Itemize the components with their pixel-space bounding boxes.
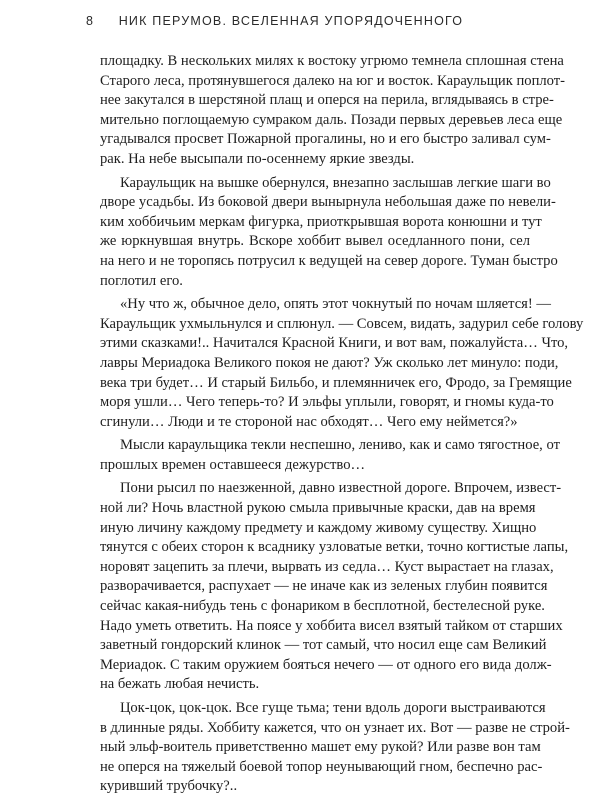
paragraph — [100, 436, 560, 475]
text-line: Надо уметь ответить. На поясе у хоббита висел взятый тайком от старших — [100, 617, 563, 634]
text-line: Мериадок. С таким оружием бояться нечего — от одного его вида долж- — [100, 656, 552, 673]
text-line: в длинные ряды. Хоббиту кажется, что он узнает их. Вот — разве не строй- — [100, 719, 570, 736]
text-line: мительно поглощаемую сумраком даль. Позади первых деревьев леса еще — [100, 111, 563, 128]
paragraph — [100, 174, 558, 292]
text-line: этими сказками!.. Начитался Красной Книги, и вот вам, пожалуйста… Что, — [100, 335, 569, 352]
text-line: прошлых времен оставшееся дежурство… — [100, 456, 366, 473]
text-line: Караульщик на вышке обернулся, внезапно заслышав легкие шаги во — [120, 174, 551, 191]
text-line: нее закутался в шерстяной плащ и оперся на перила, вглядываясь в стре- — [100, 92, 554, 109]
text-line: Цок-цок, цок-цок. Все гуще тьма; тени вдоль дороги выстраиваются — [120, 700, 546, 716]
text-line: угадывался просвет Пожарной прогалины, но и его быстро заливал сум- — [100, 131, 551, 148]
text-line: века три будет… И старый Бильбо, и племянничек его, Фродо, за Гремящие — [100, 374, 572, 391]
text-line: моря ушли… Чего теперь-то? И эльфы уплыли, говорят, и гномы куда-то — [100, 394, 554, 411]
text-line: же юркнувшая внутрь. Вскоре хоббит вывел оседланного пони, сел — [100, 233, 530, 250]
page-number: 8 — [86, 14, 95, 28]
text-line: поглотил его. — [100, 272, 183, 289]
text-line: сгинули… Люди и те стороной нас обходят… Чего ему неймется?» — [100, 413, 518, 430]
text-line: Караульщик ухмыльнулся и сплюнул. — Совсем, видать, задурил себе голову — [100, 315, 584, 332]
paragraph — [100, 295, 584, 432]
text-line: рак. На небе высыпали по-осеннему яркие звезды. — [100, 150, 415, 167]
text-line: заветный гондорский клинок — тот самый, что носил еще сам Великий — [100, 637, 547, 654]
paragraph — [100, 699, 570, 797]
body-text — [100, 52, 584, 797]
text-line: Пони рысил по наезженной, давно известной дороге. Впрочем, извест- — [120, 480, 562, 497]
text-line: иную личину каждому предмету и каждому живому существу. Хищно — [100, 519, 537, 536]
running-header — [86, 14, 560, 28]
text-line: куривший трубочку?.. — [100, 778, 238, 795]
text-line: дворе усадьбы. Из боковой двери вынырнула небольшая даже по невели- — [100, 194, 556, 211]
paragraph — [100, 52, 566, 170]
text-line: площадку. В нескольких милях к востоку угрюмо темнела сплошная стена — [100, 53, 564, 69]
text-line: на него и не торопясь потрусил к ведущей на север дороге. Туман быстро — [100, 252, 558, 269]
text-line: Мысли караульщика текли неспешно, лениво, как и само тягостное, от — [120, 437, 560, 454]
text-line: «Ну что ж, обычное дело, опять этот чокнутый по ночам шляется! — — [120, 296, 551, 313]
text-line: ной ли? Ночь властной рукою смыла привычные краски, дав на время — [100, 500, 536, 517]
text-line: на бежать любая нечисть. — [100, 676, 260, 693]
text-line: тянутся с обеих сторон к всаднику узловатые ветки, точно когтистые лапы, — [100, 539, 569, 556]
text-line: не оперся на тяжелый боевой топор неунывающий гном, беспечно рас- — [100, 758, 543, 775]
text-line: ким хоббичьим меркам фигурка, приоткрывшая ворота конюшни и тут — [100, 213, 542, 230]
text-line: норовят зацепить за плечи, вырвать из седла… Куст вырастает на глазах, — [100, 558, 554, 575]
running-title: НИК ПЕРУМОВ. ВСЕЛЕННАЯ УПОРЯДОЧЕННОГО — [118, 14, 464, 28]
paragraph — [100, 479, 569, 695]
text-line: разворачивается, распухает — не иначе как из зеленых глубин появится — [100, 578, 548, 595]
text-line: ный эльф-воитель приветственно машет ему рукой? Или разве вон там — [100, 739, 541, 756]
text-line: лавры Мериадока Великого покоя не дают? Уж сколько лет минуло: поди, — [100, 354, 559, 371]
text-line: Старого леса, протянувшегося далеко на юг и восток. Караульщик поплот- — [100, 72, 566, 89]
text-line: сейчас какая-нибудь тень с фонариком в бесплотной, бестелесной руке. — [100, 598, 545, 615]
